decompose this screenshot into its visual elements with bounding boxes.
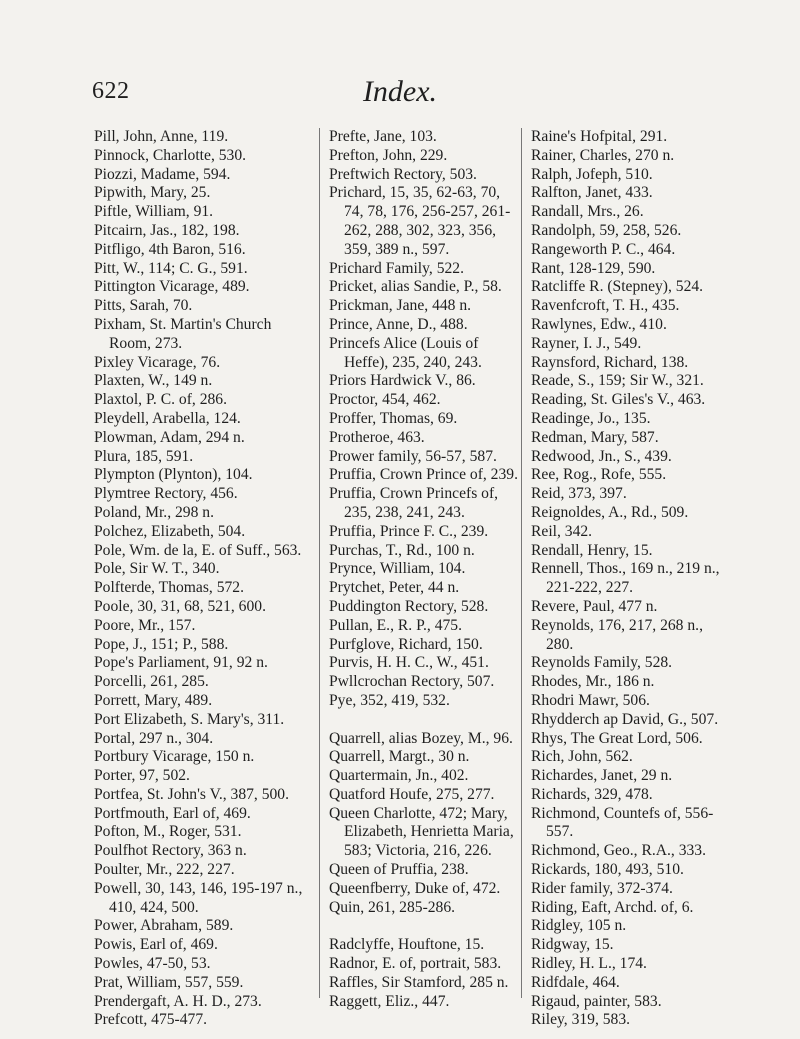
index-entry: Randolph, 59, 258, 526. <box>531 221 682 239</box>
index-entry: Rigaud, painter, 583. <box>531 992 662 1010</box>
index-entry: Piftle, William, 91. <box>94 203 214 221</box>
index-entry: Plura, 185, 591. <box>94 447 194 465</box>
index-entry: Queen of Pruffia, 238. <box>329 861 469 879</box>
index-entry: Pitcairn, Jas., 182, 198. <box>94 221 240 239</box>
index-entry: Polchez, Elizabeth, 504. <box>94 522 246 540</box>
index-entry: Prichard, 15, 35, 62-63, 70, 74, 78, 176, 256-257, 261-262, 288, 302, 323, 356, 359, 389 n., 597. <box>329 184 511 258</box>
index-entry: Rhodes, Mr., 186 n. <box>531 673 655 691</box>
index-entry: Reade, S., 159; Sir W., 321. <box>531 372 704 390</box>
index-entry: Rich, John, 562. <box>531 748 633 766</box>
index-entry: Prichard Family, 522. <box>329 259 464 277</box>
index-entry: Quarrell, alias Bozey, M., 96. <box>329 729 513 747</box>
index-entry: Pole, Wm. de la, E. of Suff., 563. <box>94 541 302 559</box>
index-entry: Ravenfcroft, T. H., 435. <box>531 297 680 315</box>
index-entry: Pitt, W., 114; C. G., 591. <box>94 259 248 277</box>
index-entry: Ralfton, Janet, 433. <box>531 184 653 202</box>
index-entry: Richmond, Geo., R.A., 333. <box>531 842 706 860</box>
index-entry: Porrett, Mary, 489. <box>94 691 213 709</box>
index-entry: Prefton, John, 229. <box>329 146 448 164</box>
index-entry: Pixham, St. Martin's Church Room, 273. <box>94 315 272 352</box>
index-entry: Purchas, T., Rd., 100 n. <box>329 541 475 559</box>
index-entry: Readinge, Jo., 135. <box>531 409 651 427</box>
index-entry: Puddington Rectory, 528. <box>329 597 489 615</box>
index-entry: Rawlynes, Edw., 410. <box>531 315 667 333</box>
section-gap <box>329 917 518 936</box>
index-entry: Pixley Vicarage, 76. <box>94 353 221 371</box>
index-entry: Rainer, Charles, 270 n. <box>531 146 675 164</box>
index-entry: Portal, 297 n., 304. <box>94 729 214 747</box>
index-entry: Riley, 319, 583. <box>531 1011 631 1029</box>
index-entry: Plaxten, W., 149 n. <box>94 372 213 390</box>
index-entry: Pipwith, Mary, 25. <box>94 184 211 202</box>
index-entry: Rhodri Mawr, 506. <box>531 691 650 709</box>
index-entry: Ree, Rog., Rofe, 555. <box>531 466 667 484</box>
index-entry: Redwood, Jn., S., 439. <box>531 447 672 465</box>
index-entry: Queen Charlotte, 472; Mary, Elizabeth, Henrietta Maria, 583; Victoria, 216, 226. <box>329 804 514 860</box>
index-entry: Prefcott, 475-477. <box>94 1011 208 1029</box>
index-entry: Plowman, Adam, 294 n. <box>94 428 245 446</box>
index-entry: Pullan, E., R. P., 475. <box>329 616 462 634</box>
index-entry: Proffer, Thomas, 69. <box>329 409 458 427</box>
index-entry: Powles, 47-50, 53. <box>94 955 211 973</box>
index-entry: Pitts, Sarah, 70. <box>94 297 193 315</box>
index-entry: Pope, J., 151; P., 588. <box>94 635 229 653</box>
index-entry: Protheroe, 463. <box>329 428 425 446</box>
index-entry: Powis, Earl of, 469. <box>94 936 218 954</box>
index-column-2 <box>319 128 518 1010</box>
index-entry: Portfea, St. John's V., 387, 500. <box>94 785 290 803</box>
index-entry: Raggett, Eliz., 447. <box>329 992 450 1010</box>
index-entry: Poland, Mr., 298 n. <box>94 503 214 521</box>
index-column-3 <box>521 128 731 1029</box>
index-entry: Redman, Mary, 587. <box>531 428 659 446</box>
index-entry: Pittington Vicarage, 489. <box>94 278 250 296</box>
index-entry: Quatford Houfe, 275, 277. <box>329 785 495 803</box>
index-entry: Reynolds Family, 528. <box>531 654 673 672</box>
index-entry: Prickman, Jane, 448 n. <box>329 297 472 315</box>
index-entry: Raine's Hofpital, 291. <box>531 128 668 145</box>
index-entry: Raynsford, Richard, 138. <box>531 353 689 371</box>
index-entry: Reil, 342. <box>531 522 593 540</box>
index-entry: Randall, Mrs., 26. <box>531 203 644 221</box>
index-entry: Revere, Paul, 477 n. <box>531 597 658 615</box>
index-entry: Preftwich Rectory, 503. <box>329 165 477 183</box>
index-entry: Purfglove, Richard, 150. <box>329 635 483 653</box>
index-entry: Power, Abraham, 589. <box>94 917 234 935</box>
index-entry: Radnor, E. of, portrait, 583. <box>329 955 502 973</box>
index-entry: Rhydderch ap David, G., 507. <box>531 710 719 728</box>
page-number: 622 <box>92 78 130 104</box>
index-entry: Richards, 329, 478. <box>531 785 653 803</box>
index-entry: Plymtree Rectory, 456. <box>94 485 238 503</box>
index-entry: Rickards, 180, 493, 510. <box>531 861 684 879</box>
index-entry: Porcelli, 261, 285. <box>94 673 209 691</box>
running-title: Index. <box>362 75 438 108</box>
index-entry: Pruffia, Prince F. C., 239. <box>329 522 489 540</box>
index-entry: Prower family, 56-57, 587. <box>329 447 497 465</box>
index-entry: Radclyffe, Houftone, 15. <box>329 936 485 954</box>
index-entry: Porter, 97, 502. <box>94 767 190 785</box>
index-entry: Rennell, Thos., 169 n., 219 n., 221-222, 227. <box>531 560 720 597</box>
index-entry: Rayner, I. J., 549. <box>531 334 642 352</box>
index-entry: Riding, Eaft, Archd. of, 6. <box>531 898 694 916</box>
index-entry: Portfmouth, Earl of, 469. <box>94 804 251 822</box>
index-entry: Ralph, Jofeph, 510. <box>531 165 653 183</box>
index-entry: Pole, Sir W. T., 340. <box>94 560 220 578</box>
index-entry: Prynce, William, 104. <box>329 560 466 578</box>
index-entry: Pill, John, Anne, 119. <box>94 128 229 145</box>
index-entry: Quin, 261, 285-286. <box>329 898 456 916</box>
index-entry: Plaxtol, P. C. of, 286. <box>94 391 227 409</box>
index-entry: Pricket, alias Sandie, P., 58. <box>329 278 502 296</box>
index-entry: Pinnock, Charlotte, 530. <box>94 146 247 164</box>
index-entry: Prince, Anne, D., 488. <box>329 315 468 333</box>
index-entry: Proctor, 454, 462. <box>329 391 441 409</box>
index-entry: Princefs Alice (Louis of Heffe), 235, 240, 243. <box>329 334 482 371</box>
index-entry: Ridgway, 15. <box>531 936 614 954</box>
index-entry: Reading, St. Giles's V., 463. <box>531 391 706 409</box>
index-entry: Plympton (Plynton), 104. <box>94 466 253 484</box>
index-entry: Rendall, Henry, 15. <box>531 541 653 559</box>
index-entry: Polfterde, Thomas, 572. <box>94 579 244 597</box>
index-entry: Purvis, H. H. C., W., 451. <box>329 654 489 672</box>
index-entry: Reid, 373, 397. <box>531 485 627 503</box>
index-entry: Port Elizabeth, S. Mary's, 311. <box>94 710 285 728</box>
index-entry: Rhys, The Great Lord, 506. <box>531 729 703 747</box>
index-entry: Pruffia, Crown Prince of, 239. <box>329 466 518 484</box>
index-entry: Queenfberry, Duke of, 472. <box>329 879 501 897</box>
page-header <box>0 75 800 118</box>
index-entry: Portbury Vicarage, 150 n. <box>94 748 255 766</box>
index-entry: Richardes, Janet, 29 n. <box>531 767 673 785</box>
index-column-1 <box>94 128 309 1030</box>
index-entry: Prytchet, Peter, 44 n. <box>329 579 460 597</box>
index-entry: Priors Hardwick V., 86. <box>329 372 476 390</box>
index-entry: Quarrell, Margt., 30 n. <box>329 748 470 766</box>
index-entry: Piozzi, Madame, 594. <box>94 165 231 183</box>
index-entry: Poore, Mr., 157. <box>94 616 196 634</box>
index-entry: Raffles, Sir Stamford, 285 n. <box>329 973 509 991</box>
index-entry: Pwllcrochan Rectory, 507. <box>329 673 495 691</box>
index-entry: Pruffia, Crown Princefs of, 235, 238, 241, 243. <box>329 485 499 521</box>
index-entry: Ridfdale, 464. <box>531 973 620 991</box>
index-entry: Rider family, 372-374. <box>531 879 673 897</box>
index-entry: Powell, 30, 143, 146, 195-197 n., 410, 424, 500. <box>94 879 303 916</box>
index-entry: Poole, 30, 31, 68, 521, 600. <box>94 597 266 615</box>
index-entry: Poulter, Mr., 222, 227. <box>94 861 235 879</box>
index-entry: Pope's Parliament, 91, 92 n. <box>94 654 268 672</box>
index-entry: Pye, 352, 419, 532. <box>329 691 450 709</box>
index-entry: Ridgley, 105 n. <box>531 917 627 935</box>
index-entry: Pofton, M., Roger, 531. <box>94 823 242 841</box>
index-entry: Rangeworth P. C., 464. <box>531 240 676 258</box>
index-entry: Rant, 128-129, 590. <box>531 259 656 277</box>
index-entry: Prat, William, 557, 559. <box>94 973 244 991</box>
index-entry: Richmond, Countefs of, 556-557. <box>531 804 714 841</box>
index-entry: Reignoldes, A., Rd., 509. <box>531 503 689 521</box>
index-entry: Pleydell, Arabella, 124. <box>94 409 241 427</box>
section-gap <box>329 711 518 730</box>
index-entry: Ratcliffe R. (Stepney), 524. <box>531 278 704 296</box>
index-entry: Reynolds, 176, 217, 268 n., 280. <box>531 616 703 653</box>
index-entry: Pitfligo, 4th Baron, 516. <box>94 240 246 258</box>
index-entry: Quartermain, Jn., 402. <box>329 767 469 785</box>
index-entry: Prendergaft, A. H. D., 273. <box>94 992 262 1010</box>
index-entry: Ridley, H. L., 174. <box>531 955 647 973</box>
index-entry: Prefte, Jane, 103. <box>329 128 437 145</box>
index-entry: Poulfhot Rectory, 363 n. <box>94 842 247 860</box>
